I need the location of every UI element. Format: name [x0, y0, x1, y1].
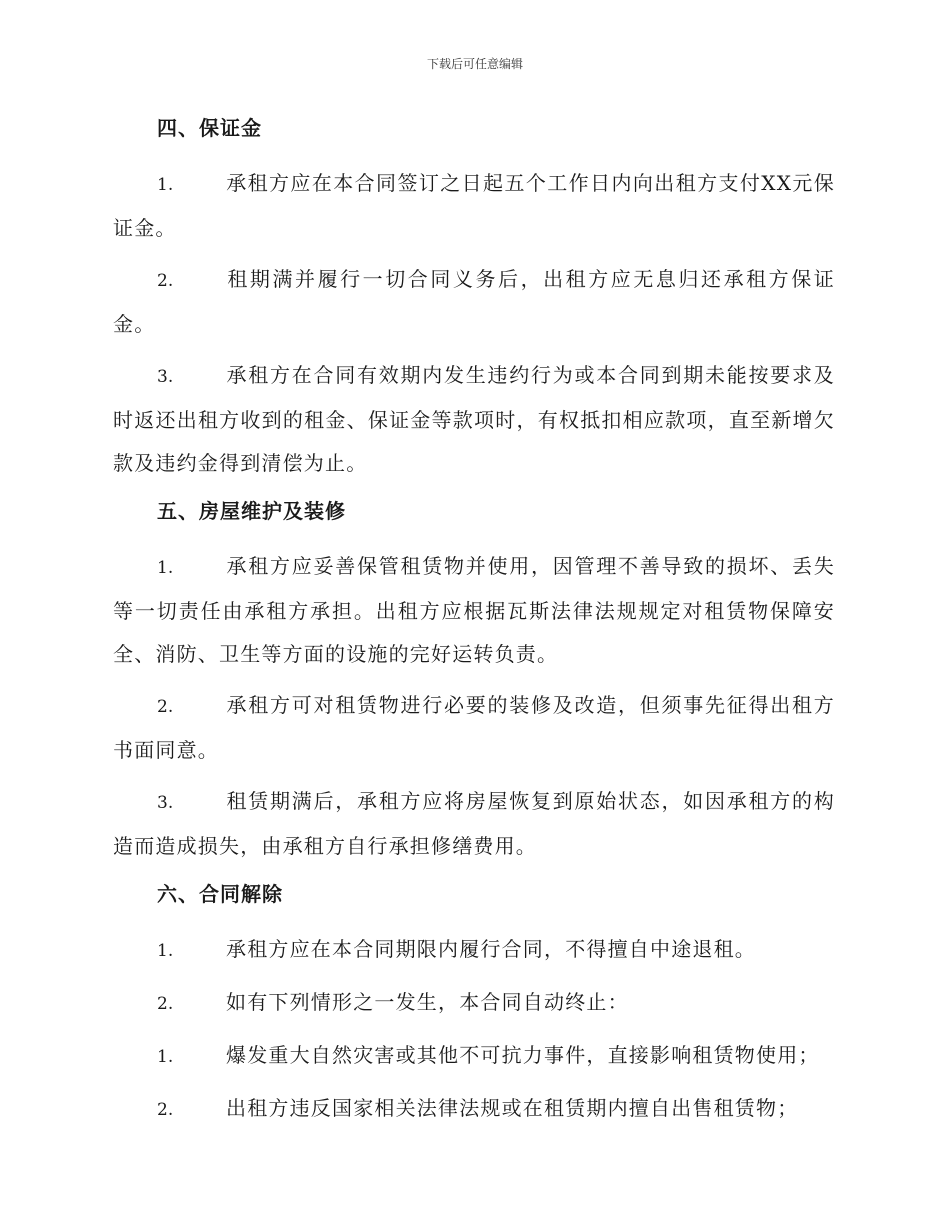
- clause-number: 2.: [157, 994, 174, 1014]
- clause: [113, 1087, 835, 1132]
- header-note: 下载后可任意编辑: [426, 57, 523, 71]
- section-heading: 四、保证金: [157, 116, 262, 140]
- clause-text: 承租方在合同有效期内发生违约行为或本合同到期未能按要求及时返还出租方收到的租金、保证金等款项时，有权抵扣相应款项，直至新增欠款及违约金得到清偿为止。: [113, 363, 835, 475]
- clause-text: 租赁期满后，承租方应将房屋恢复到原始状态，如因承租方的构造而造成损失，由承租方自行承担修缮费用。: [113, 789, 835, 858]
- section-termination: [113, 876, 835, 1132]
- clause-text: 承租方应在本合同期限内履行合同，不得擅自中途退租。: [226, 937, 756, 961]
- section-deposit: [113, 110, 835, 485]
- clause: [113, 780, 835, 868]
- clause-number: 1.: [157, 558, 174, 578]
- clause-number: 1.: [157, 941, 174, 961]
- clause: [113, 684, 835, 772]
- section-maintenance: [113, 493, 835, 868]
- clause-number: 3.: [157, 367, 174, 387]
- section-heading: 六、合同解除: [157, 882, 283, 906]
- clause: [113, 1034, 835, 1079]
- document-body: [113, 110, 835, 1140]
- clause: [113, 928, 835, 973]
- clause-number: 2.: [157, 697, 174, 717]
- clause-text: 如有下列情形之一发生，本合同自动终止：: [226, 990, 629, 1014]
- clause: [113, 545, 835, 676]
- clause-text: 出租方违反国家相关法律法规或在租赁期内擅自出售租赁物；: [226, 1096, 799, 1120]
- clause-text: 爆发重大自然灾害或其他不可抗力事件，直接影响租赁物使用；: [226, 1043, 820, 1067]
- clause-text: 承租方应在本合同签订之日起五个工作日内向出租方支付XX元保证金。: [113, 171, 835, 240]
- clause-number: 1.: [157, 1047, 174, 1067]
- clause-number: 2.: [157, 271, 174, 291]
- section-heading: 五、房屋维护及装修: [157, 499, 346, 523]
- clause: [113, 354, 835, 485]
- clause-text: 承租方可对租赁物进行必要的装修及改造，但须事先征得出租方书面同意。: [113, 693, 835, 762]
- clause-number: 1.: [157, 175, 174, 195]
- clause: [113, 258, 835, 346]
- clause: [113, 981, 835, 1026]
- clause-text: 承租方应妥善保管租赁物并使用，因管理不善导致的损坏、丢失等一切责任由承租方承担。出租方应根据瓦斯法律法规规定对租赁物保障安全、消防、卫生等方面的设施的完好运转负责。: [113, 554, 835, 666]
- clause-text: 租期满并履行一切合同义务后，出租方应无息归还承租方保证金。: [113, 267, 835, 336]
- clause: [113, 162, 835, 250]
- clause-number: 2.: [157, 1100, 174, 1120]
- clause-number: 3.: [157, 793, 174, 813]
